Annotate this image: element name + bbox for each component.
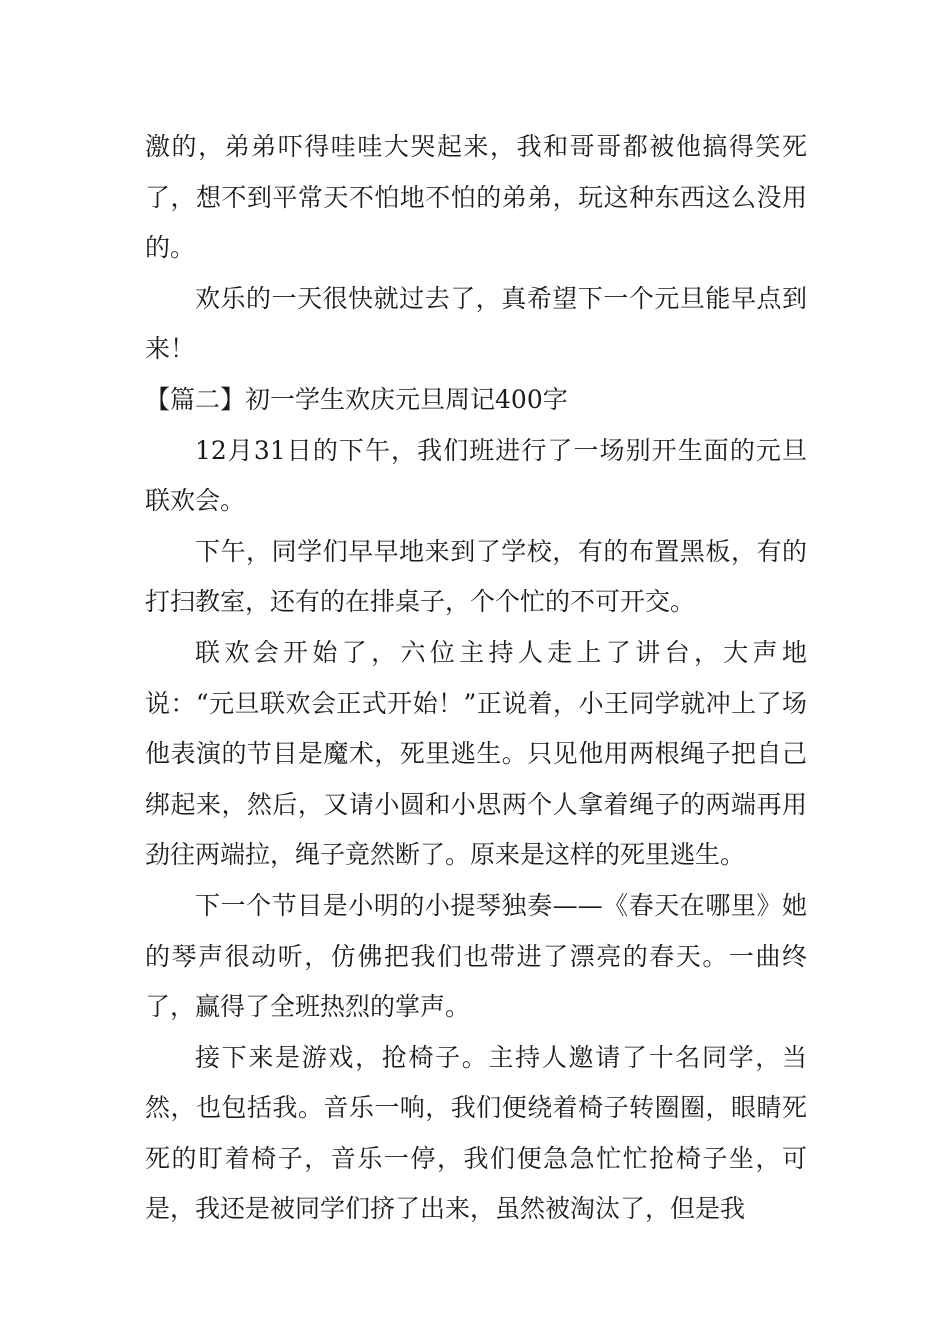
paragraph-3: 12月31日的下午，我们班进行了一场别开生面的元旦联欢会。 [145, 435, 807, 516]
paragraph-4: 下午，同学们早早地来到了学校，有的布置黑板，有的打扫教室，还有的在排桌子，个个忙的不可开交。 [145, 536, 807, 617]
section-heading: 【篇二】初一学生欢庆元旦周记400字 [145, 384, 568, 414]
document-body [145, 122, 807, 1235]
paragraph-7: 接下来是游戏，抢椅子。主持人邀请了十名同学，当然，也包括我。音乐一响，我们便绕着椅子转圈圈，眼睛死死的盯着椅子，音乐一停，我们便急急忙忙抢椅子坐，可是，我还是被同学们挤了出来，虽然被淘汰了，但是我 [145, 1042, 807, 1224]
paragraph-5: 联欢会开始了，六位主持人走上了讲台，大声地说：“元旦联欢会正式开始！”正说着，小王同学就冲上了场他表演的节目是魔术，死里逃生。只见他用两根绳子把自己绑起来，然后，又请小圆和小思两个人拿着绳子的两端再用劲往两端拉，绳子竟然断了。原来是这样的死里逃生。 [145, 637, 807, 870]
paragraph-1: 激的，弟弟吓得哇哇大哭起来，我和哥哥都被他搞得笑死了，想不到平常天不怕地不怕的弟弟，玩这种东西这么没用的。 [145, 132, 807, 263]
paragraph-6: 下一个节目是小明的小提琴独奏——《春天在哪里》她的琴声很动听，仿佛把我们也带进了漂亮的春天。一曲终了，赢得了全班热烈的掌声。 [145, 890, 807, 1022]
paragraph-2: 欢乐的一天很快就过去了，真希望下一个元旦能早点到来！ [145, 283, 807, 364]
